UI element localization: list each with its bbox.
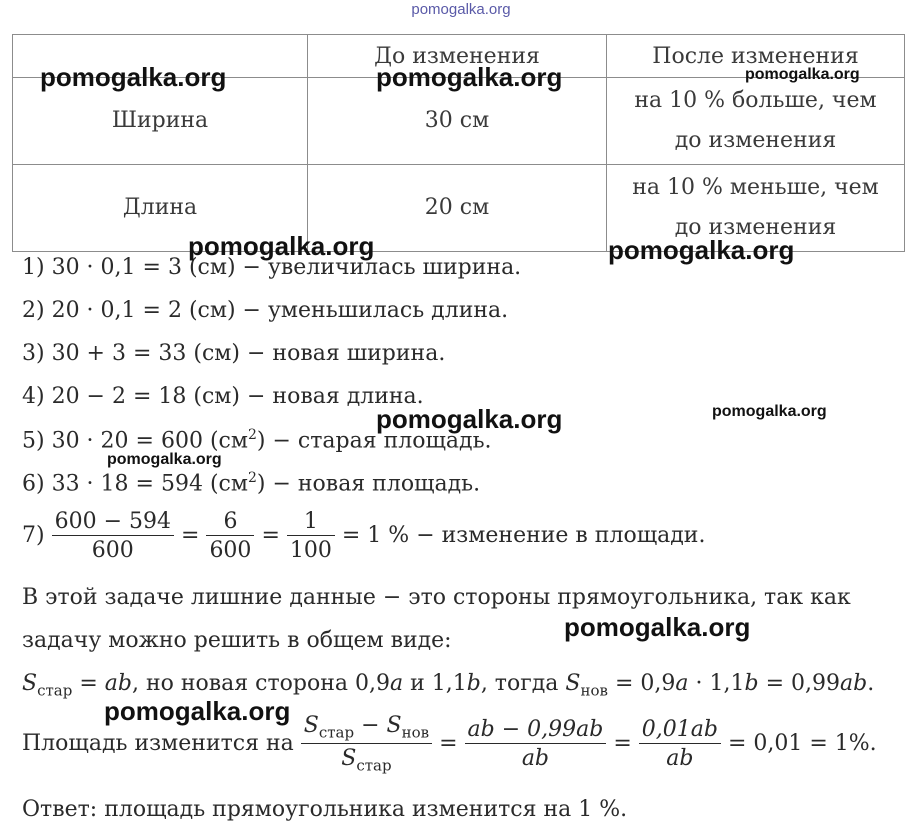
- formula-text: · 1,1: [688, 671, 745, 696]
- exponent: 2: [247, 470, 257, 486]
- table-header-cell: После изменения: [607, 35, 905, 78]
- table-cell: Длина: [13, 165, 308, 252]
- formula-text: = 0,99: [758, 671, 840, 696]
- exponent: 2: [247, 427, 257, 443]
- answer-line: Ответ: площадь прямоугольника изменится на 1 %.: [22, 797, 628, 822]
- area-symbol: S: [565, 671, 581, 696]
- fraction: [206, 510, 254, 562]
- solution-step-1: 1) 30 · 0,1 = 3 (см) − увеличилась ширина.: [22, 255, 522, 280]
- table-cell-line: до изменения: [674, 215, 837, 240]
- subscript: стар: [37, 681, 73, 700]
- solution-step-2: 2) 20 · 0,1 = 2 (см) − уменьшилась длина.: [22, 298, 509, 323]
- variable: a: [675, 671, 689, 696]
- watermark: pomogalka.org: [107, 451, 222, 468]
- fraction: [287, 510, 335, 562]
- table-cell: 20 см: [308, 165, 607, 252]
- table-cell: Ширина: [13, 78, 308, 165]
- numerator: [301, 714, 432, 744]
- solution-step-3: 3) 30 + 3 = 33 (см) − новая ширина.: [22, 341, 446, 366]
- area-symbol: S: [303, 713, 319, 738]
- subscript: стар: [356, 756, 392, 775]
- watermark: pomogalka.org: [564, 612, 751, 642]
- fraction: [465, 718, 607, 770]
- denominator: [301, 744, 432, 774]
- watermark: pomogalka.org: [376, 404, 563, 434]
- area-symbol: S: [386, 713, 402, 738]
- explanation-line-2: задачу можно решить в общем виде:: [22, 628, 452, 653]
- area-change-prefix: Площадь изменится на: [22, 731, 294, 757]
- watermark: pomogalka.org: [40, 62, 227, 92]
- watermark: pomogalka.org: [745, 66, 860, 83]
- numerator: 600 − 594: [52, 510, 174, 536]
- solution-step-7: [22, 510, 705, 562]
- watermark: pomogalka.org: [712, 403, 827, 420]
- variable: ab: [104, 671, 132, 696]
- step-result: = 1 % − изменение в площади.: [341, 523, 706, 549]
- numerator: 6: [206, 510, 254, 536]
- numerator: ab − 0,99ab: [465, 718, 607, 744]
- fraction: [301, 714, 432, 774]
- watermark: pomogalka.org: [188, 231, 375, 261]
- table-cell-line: до изменения: [674, 128, 837, 153]
- fraction: [52, 510, 174, 562]
- denominator: 100: [289, 538, 332, 564]
- denominator: ab: [521, 746, 550, 772]
- formula-text: , тогда: [480, 671, 566, 696]
- equals: =: [181, 523, 200, 549]
- area-symbol: S: [22, 671, 38, 696]
- denominator: 600: [209, 538, 252, 564]
- table-header-cell: До изменения: [308, 35, 607, 78]
- step-text: ) − старая площадь.: [256, 428, 492, 454]
- table-cell-line: на 10 % меньше, чем: [632, 175, 879, 200]
- area-change-result: = 0,01 = 1%.: [727, 731, 877, 757]
- step-number: 7): [22, 523, 45, 549]
- formula-text: и 1,1: [403, 671, 467, 696]
- denominator: ab: [666, 746, 694, 772]
- solution-step-6: [22, 470, 480, 496]
- explanation-line-1: В этой задаче лишние данные − это стороны прямоугольника, так как: [22, 585, 851, 610]
- minus: −: [354, 713, 387, 738]
- formula-text: =: [72, 671, 105, 696]
- subscript: нов: [580, 681, 608, 700]
- step-text: 6) 33 · 18 = 594 (см: [22, 471, 248, 497]
- numerator: 1: [287, 510, 335, 536]
- variable: b: [744, 671, 759, 696]
- table-cell: [607, 78, 905, 165]
- variable: a: [389, 671, 404, 696]
- step-text: ) − новая площадь.: [256, 471, 481, 497]
- formula-text: .: [867, 671, 875, 696]
- variable: b: [466, 671, 481, 696]
- area-symbol: S: [341, 746, 357, 772]
- fraction: [639, 718, 721, 770]
- equals: =: [439, 731, 458, 757]
- table-cell-line: на 10 % больше, чем: [634, 88, 877, 113]
- solution-step-4: 4) 20 − 2 = 18 (см) − новая длина.: [22, 384, 424, 409]
- variable: ab: [839, 671, 868, 696]
- subscript: стар: [318, 723, 355, 742]
- formula-text: = 0,9: [607, 671, 676, 696]
- watermark: pomogalka.org: [104, 696, 291, 726]
- equals: =: [261, 523, 280, 549]
- step-text: 5) 30 · 20 = 600 (см: [22, 428, 248, 454]
- denominator: 600: [91, 538, 134, 564]
- watermark: pomogalka.org: [608, 235, 795, 265]
- table-cell: 30 см: [308, 78, 607, 165]
- subscript: нов: [401, 723, 430, 742]
- numerator: 0,01ab: [639, 718, 721, 744]
- formula-text: , но новая сторона 0,9: [131, 671, 390, 696]
- equals: =: [613, 731, 632, 757]
- header-url: pomogalka.org: [411, 1, 511, 18]
- watermark: pomogalka.org: [376, 62, 563, 92]
